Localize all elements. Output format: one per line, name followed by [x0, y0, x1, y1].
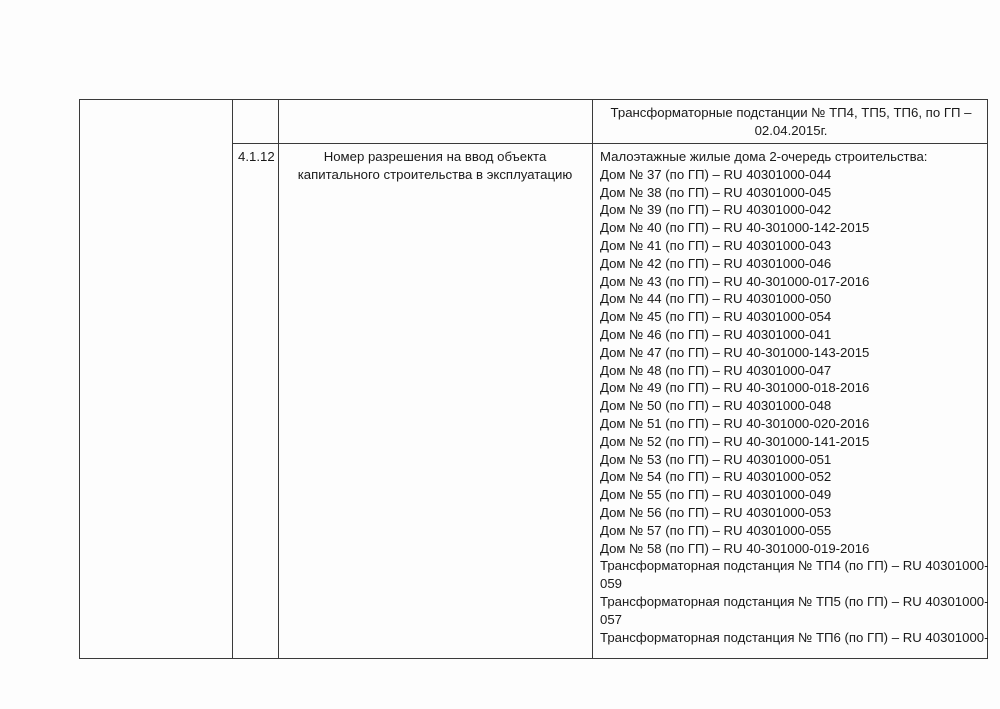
house-permit-line: Дом № 54 (по ГП) – RU 40301000-052 — [600, 469, 832, 485]
substations-list — [600, 557, 989, 646]
house-permit-line: Дом № 44 (по ГП) – RU 40301000-050 — [600, 291, 832, 307]
house-permit-line: Дом № 58 (по ГП) – RU 40-301000-019-2016 — [600, 540, 870, 556]
house-permit-line: Дом № 57 (по ГП) – RU 40301000-055 — [600, 522, 832, 538]
number-cell — [233, 144, 279, 659]
house-permit-line: Дом № 39 (по ГП) – RU 40301000-042 — [600, 202, 832, 218]
document-table — [79, 99, 988, 659]
house-permit-line: Дом № 56 (по ГП) – RU 40301000-053 — [600, 504, 832, 520]
house-permit-line: Дом № 45 (по ГП) – RU 40301000-054 — [600, 309, 832, 325]
house-permit-line: Дом № 46 (по ГП) – RU 40301000-041 — [600, 326, 832, 342]
substation-permit-line: Трансформаторная подстанция № ТП6 (по ГП) – RU 40301000- — [600, 629, 989, 645]
house-permit-line: Дом № 38 (по ГП) – RU 40301000-045 — [600, 184, 832, 200]
house-permit-line: Дом № 41 (по ГП) – RU 40301000-043 — [600, 237, 832, 253]
house-permit-line: Дом № 40 (по ГП) – RU 40-301000-142-2015 — [600, 220, 870, 236]
merged-left-cell — [80, 100, 233, 659]
label-cell — [279, 144, 593, 659]
previous-text-line-2: 02.04.2015г. — [754, 122, 828, 138]
value-cell — [593, 144, 988, 659]
number-cell-empty — [233, 100, 279, 144]
houses-list — [600, 166, 983, 558]
house-permit-line: Дом № 51 (по ГП) – RU 40-301000-020-2016 — [600, 415, 870, 431]
house-permit-line: Дом № 48 (по ГП) – RU 40301000-047 — [600, 362, 832, 378]
substation-permit-line-continued: 059 — [600, 576, 623, 592]
substation-permit-line: Трансформаторная подстанция № ТП5 (по ГП) – RU 40301000- — [600, 593, 989, 609]
house-permit-line: Дом № 42 (по ГП) – RU 40301000-046 — [600, 255, 832, 271]
house-permit-line: Дом № 50 (по ГП) – RU 40301000-048 — [600, 398, 832, 414]
label-cell-empty — [279, 100, 593, 144]
value-heading: Малоэтажные жилые дома 2-очередь строительства: — [600, 149, 928, 164]
house-permit-line: Дом № 37 (по ГП) – RU 40301000-044 — [600, 166, 832, 182]
house-permit-line: Дом № 55 (по ГП) – RU 40301000-049 — [600, 487, 832, 503]
label-line-1: Номер разрешения на ввод объекта — [323, 149, 547, 164]
house-permit-line: Дом № 53 (по ГП) – RU 40301000-051 — [600, 451, 832, 467]
house-permit-line: Дом № 47 (по ГП) – RU 40-301000-143-2015 — [600, 344, 870, 360]
substation-permit-line-continued: 057 — [600, 611, 623, 627]
previous-text-line-1: Трансформаторные подстанции № ТП4, ТП5, ТП6, по ГП – — [610, 105, 972, 120]
item-number: 4.1.12 — [238, 149, 275, 164]
house-permit-line: Дом № 49 (по ГП) – RU 40-301000-018-2016 — [600, 380, 870, 396]
house-permit-line: Дом № 52 (по ГП) – RU 40-301000-141-2015 — [600, 433, 870, 449]
table-row-previous — [80, 100, 988, 144]
house-permit-line: Дом № 43 (по ГП) – RU 40-301000-017-2016 — [600, 273, 870, 289]
substation-permit-line: Трансформаторная подстанция № ТП4 (по ГП) – RU 40301000- — [600, 558, 989, 574]
label-line-2: капитального строительства в эксплуатацию — [297, 166, 573, 182]
value-cell-previous — [593, 100, 988, 144]
